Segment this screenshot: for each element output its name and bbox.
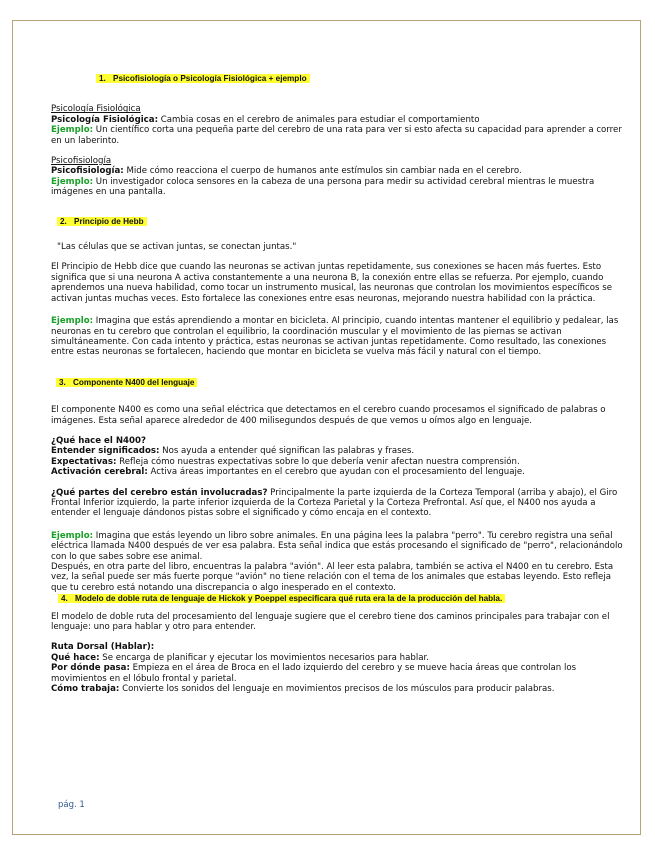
paragraph: El modelo de doble ruta del procesamiento del lenguaje sugiere que el cerebro tiene dos caminos principales para trabajar con el lenguaje: uno para hablar y otro para entender. — [51, 611, 610, 633]
paragraph: El Principio de Hebb dice que cuando las neuronas se activan juntas repetidamente, sus conexiones se hacen más fuertes. Esto significa que si una neurona A activa constantemente a una neurona B, la conexión entre ellas se refuerza. Por ejemplo, cuando aprendemos una nueva habilidad, como tocar un instrumento musical, las neuronas que controlan los movimientos específicos se activan juntas muchas veces. Esto fortalece las conexiones entre esas neuronas, mejorando nuestra habilidad con la práctica. — [51, 262, 613, 304]
definition: Psicología Fisiológica: Cambia cosas en el cerebro de animales para estudiar el comportamiento — [51, 114, 480, 125]
document-body — [51, 74, 623, 694]
quote: "Las células que se activan juntas, se conectan juntas." — [57, 242, 297, 253]
paragraph: El componente N400 es como una señal eléctrica que detectamos en el cerebro cuando procesamos el significado de palabras o imágenes. Esta señal aparece alrededor de 400 milisegundos después de que vemos u oímos algo en lenguaje. — [51, 405, 606, 426]
question-heading: ¿Qué hace el N400? — [51, 435, 146, 446]
list-item: Qué hace: Se encarga de planificar y ejecutar los movimientos necesarios para hablar. — [51, 652, 429, 663]
example: Ejemplo: Un científico corta una pequeña parte del cerebro de una rata para ver si esto afecta su capacidad para aprender a correr en un laberinto. — [51, 125, 622, 146]
subsection-title: Psicología Fisiológica — [51, 104, 141, 115]
section-1-heading: 1. Psicofisiología o Psicología Fisiológica + ejemplo — [51, 74, 623, 84]
route-heading: Ruta Dorsal (Hablar): — [51, 642, 155, 653]
example: Ejemplo: Imagina que estás aprendiendo a montar en bicicleta. Al principio, cuando intentas mantener el equilibrio y pedalear, las neuronas en tu cerebro que controlan el equilibrio, la coordinación muscular y el movimiento de las piernas se activan simultáneamente. Con cada intento y práctica, estas neuronas se activan juntas repetidamente. Como resultado, las conexiones entre estas neuronas se fortalecen, haciendo que montar en bicicleta se vuelva más fácil y natural con el tiempo. — [51, 316, 619, 358]
section-2-heading: 2. Principio de Hebb — [51, 217, 623, 227]
section-3-heading: 3. Componente N400 del lenguaje — [51, 378, 623, 388]
list-item: Activación cerebral: Activa áreas importantes en el cerebro que ayudan con el procesamiento del lenguaje. — [51, 467, 525, 478]
list-item: Expectativas: Refleja cómo nuestras expectativas sobre lo que debería venir afectan nuestra comprensión. — [51, 456, 520, 467]
paragraph: Después, en otra parte del libro, encuentras la palabra "avión". Al leer esta palabra, también se activa el N400 en tu cerebro. Esta vez, la señal puede ser más fuerte porque "avión" no tiene relación con el tema de los animales que estabas leyendo. Esto refleja que tu cerebro está notando una discrepancia o algo inesperado en el contexto. — [51, 562, 614, 593]
paragraph: ¿Qué partes del cerebro están involucradas? Principalmente la parte izquierda de la Corteza Temporal (arriba y abajo), el Giro Frontal Inferior izquierdo, la parte inferior izquierda de la Corteza Parietal y la Corteza Prefrontal. Así que, el N400 nos ayuda a entender el lenguaje dándonos pistas sobre el significado y cómo encaja en el contexto. — [51, 487, 618, 519]
section-4-heading: 4. Modelo de doble ruta de lenguaje de Hickok y Poeppel especificara qué ruta era la de la producción del habla. — [51, 594, 623, 604]
definition: Psicofisiología: Mide cómo reacciona el cuerpo de humanos ante estímulos sin cambiar nada en el cerebro. — [51, 166, 522, 177]
list-item: Por dónde pasa: Empieza en el área de Broca en el lado izquierdo del cerebro y se mueve hacia áreas que controlan los movimientos en el lóbulo frontal y parietal. — [51, 663, 577, 684]
example: Ejemplo: Un investigador coloca sensores en la cabeza de una persona para medir su actividad cerebral mientras le muestra imágenes en una pantalla. — [51, 176, 595, 198]
list-item: Cómo trabaja: Convierte los sonidos del lenguaje en movimientos precisos de los músculos para producir palabras. — [51, 684, 555, 695]
list-item: Entender significados: Nos ayuda a entender qué significan las palabras y frases. — [51, 446, 415, 457]
example: Ejemplo: Imagina que estás leyendo un libro sobre animales. En una página lees la palabra "perro". Tu cerebro registra una señal eléctrica llamada N400 después de ver esa palabra. Esta señal indica que estás procesando el significado de "perro", relacionándolo con lo que sabes sobre ese animal. — [51, 530, 623, 562]
subsection-title: Psicofisiología — [51, 156, 112, 167]
page-number: pág. 1 — [58, 800, 85, 810]
